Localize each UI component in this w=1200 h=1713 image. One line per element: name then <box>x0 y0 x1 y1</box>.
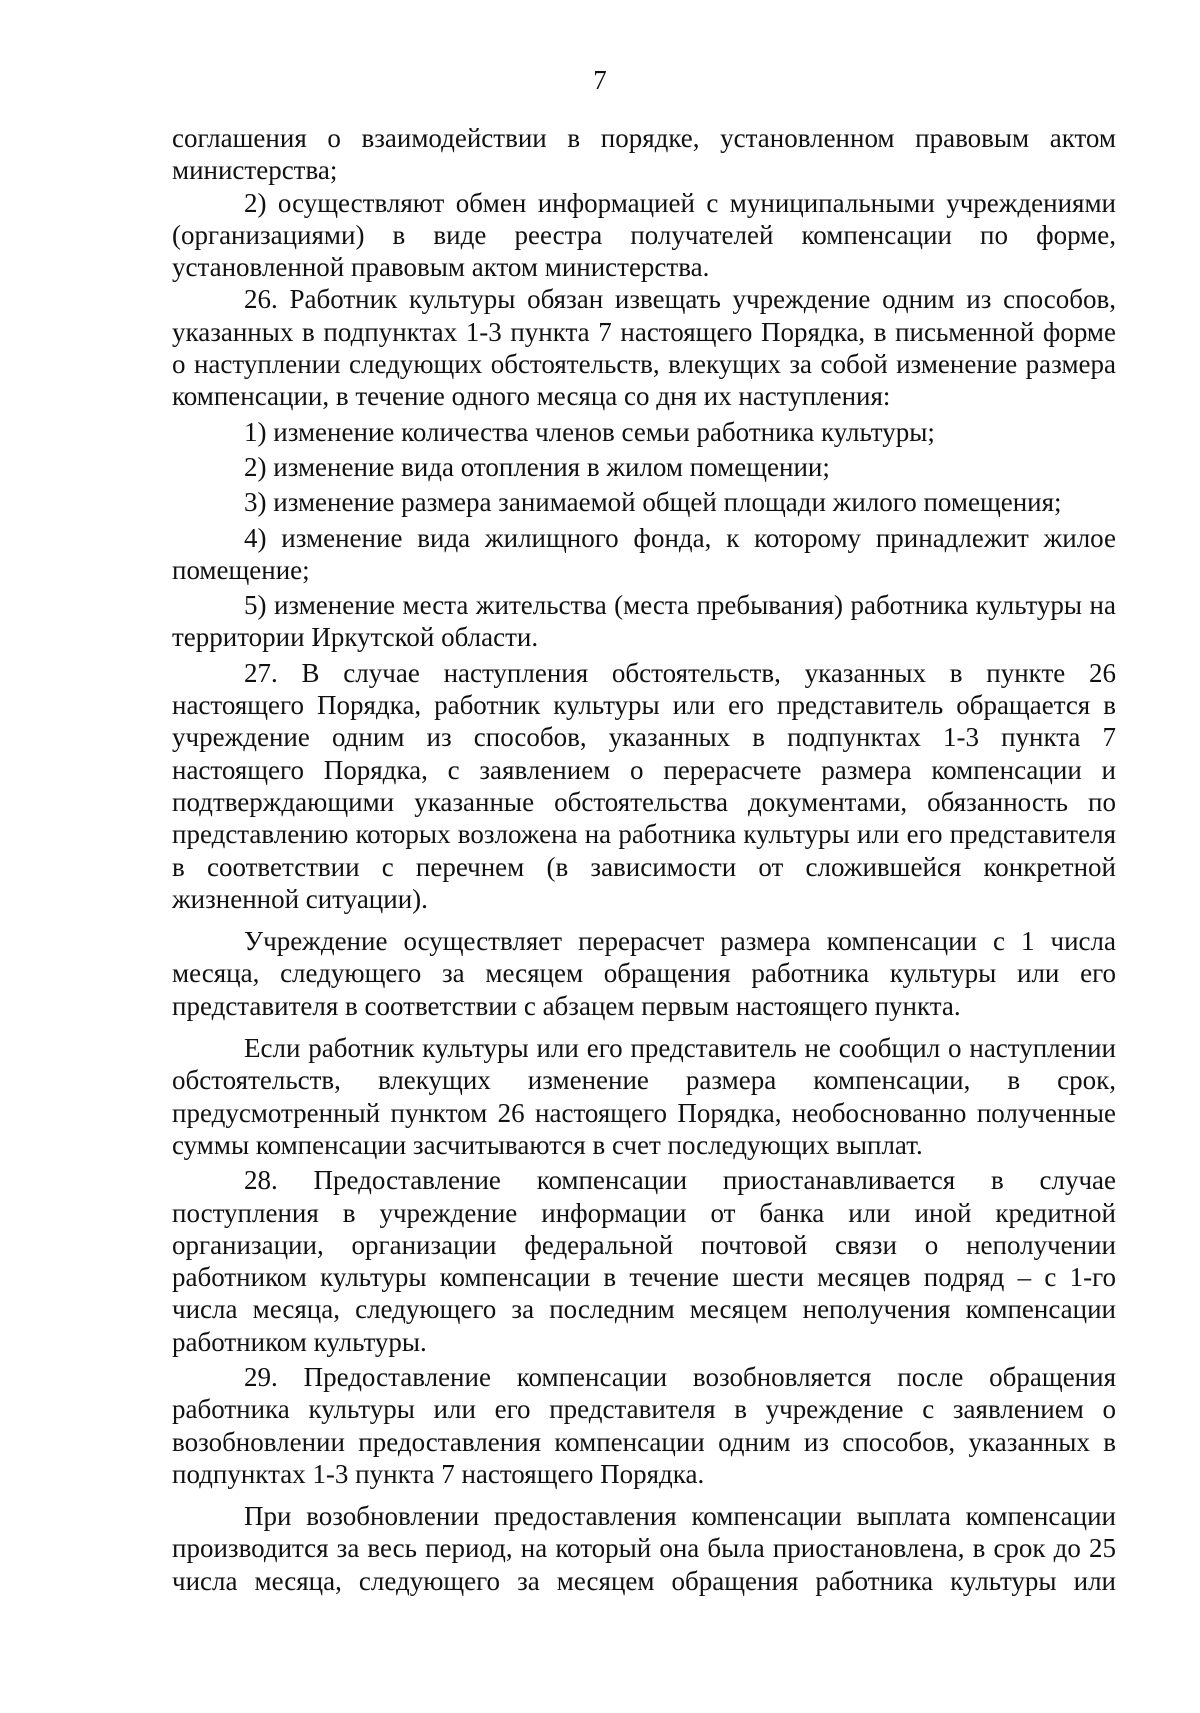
paragraph-27: 27. В случае наступления обстоятельств, указанных в пункте 26 настоящего Порядка, работник культуры или его представитель обращается в учреждение одним из способов, указанных в подпунктах 1-3 пункта 7 настоящего Порядка, с заявлением о перерасчете размера компенсации и подтверждающими указанные обстоятельства документами, обязанность по представлению которых возложена на работника культуры или его представителя в соответствии с перечнем (в зависимости от сложившейся конкретной жизненной ситуации). <box>172 657 1116 914</box>
paragraph-recalculation: Учреждение осуществляет перерасчет размера компенсации с 1 числа месяца, следующего за месяцем обращения работника культуры или его представителя в соответствии с абзацем первым настоящего пункта. <box>172 926 1116 1021</box>
page-number: 7 <box>593 65 607 95</box>
paragraph-29: 29. Предоставление компенсации возобновляется после обращения работника культуры или его представителя в учреждение с заявлением о возобновлении предоставления компенсации одним из способов, указанных в подпунктах 1-3 пункта 7 настоящего Порядка. <box>172 1361 1116 1489</box>
paragraph-overpayment: Если работник культуры или его представитель не сообщил о наступлении обстоятельств, влекущих изменение размера компенсации, в срок, предусмотренный пунктом 26 настоящего Порядка, необоснованно полученные суммы компенсации засчитываются в счет последующих выплат. <box>172 1033 1116 1160</box>
paragraph-continuation: соглашения о взаимодействии в порядке, установленном правовым актом министерства; <box>172 123 1116 186</box>
paragraph-resumption: При возобновлении предоставления компенсации выплата компенсации производится за весь период, на который она была приостановлена, в срок до 25 числа месяца, следующего за месяцем обращения работника культуры или <box>172 1501 1116 1596</box>
list-item-5: 5) изменение места жительства (места пребывания) работника культуры на территории Иркутской области. <box>172 590 1116 653</box>
document-body <box>172 122 1116 1597</box>
paragraph-26: 26. Работник культуры обязан извещать учреждение одним из способов, указанных в подпунктах 1-3 пункта 7 настоящего Порядка, в письменной форме о наступлении следующих обстоятельств, влекущих за собой изменение размера компенсации, в течение одного месяца со дня их наступления: <box>172 284 1116 412</box>
list-item-2: 2) изменение вида отопления в жилом помещении; <box>244 451 830 482</box>
paragraph-item-2: 2) осуществляют обмен информацией с муниципальными учреждениями (организациями) в виде реестра получателей компенсации по форме, установленной правовым актом министерства. <box>172 187 1116 283</box>
list-item-4: 4) изменение вида жилищного фонда, к которому принадлежит жилое помещение; <box>172 522 1116 585</box>
list-item-1: 1) изменение количества членов семьи работника культуры; <box>244 416 935 447</box>
paragraph-28: 28. Предоставление компенсации приостанавливается в случае поступления в учреждение информации от банка или иной кредитной организации, организации федеральной почтовой связи о неполучении работником культуры компенсации в течение шести месяцев подряд – с 1-го числа месяца, следующего за последним месяцем неполучения компенсации работником культуры. <box>172 1165 1116 1357</box>
list-item-3: 3) изменение размера занимаемой общей площади жилого помещения; <box>244 487 1062 518</box>
